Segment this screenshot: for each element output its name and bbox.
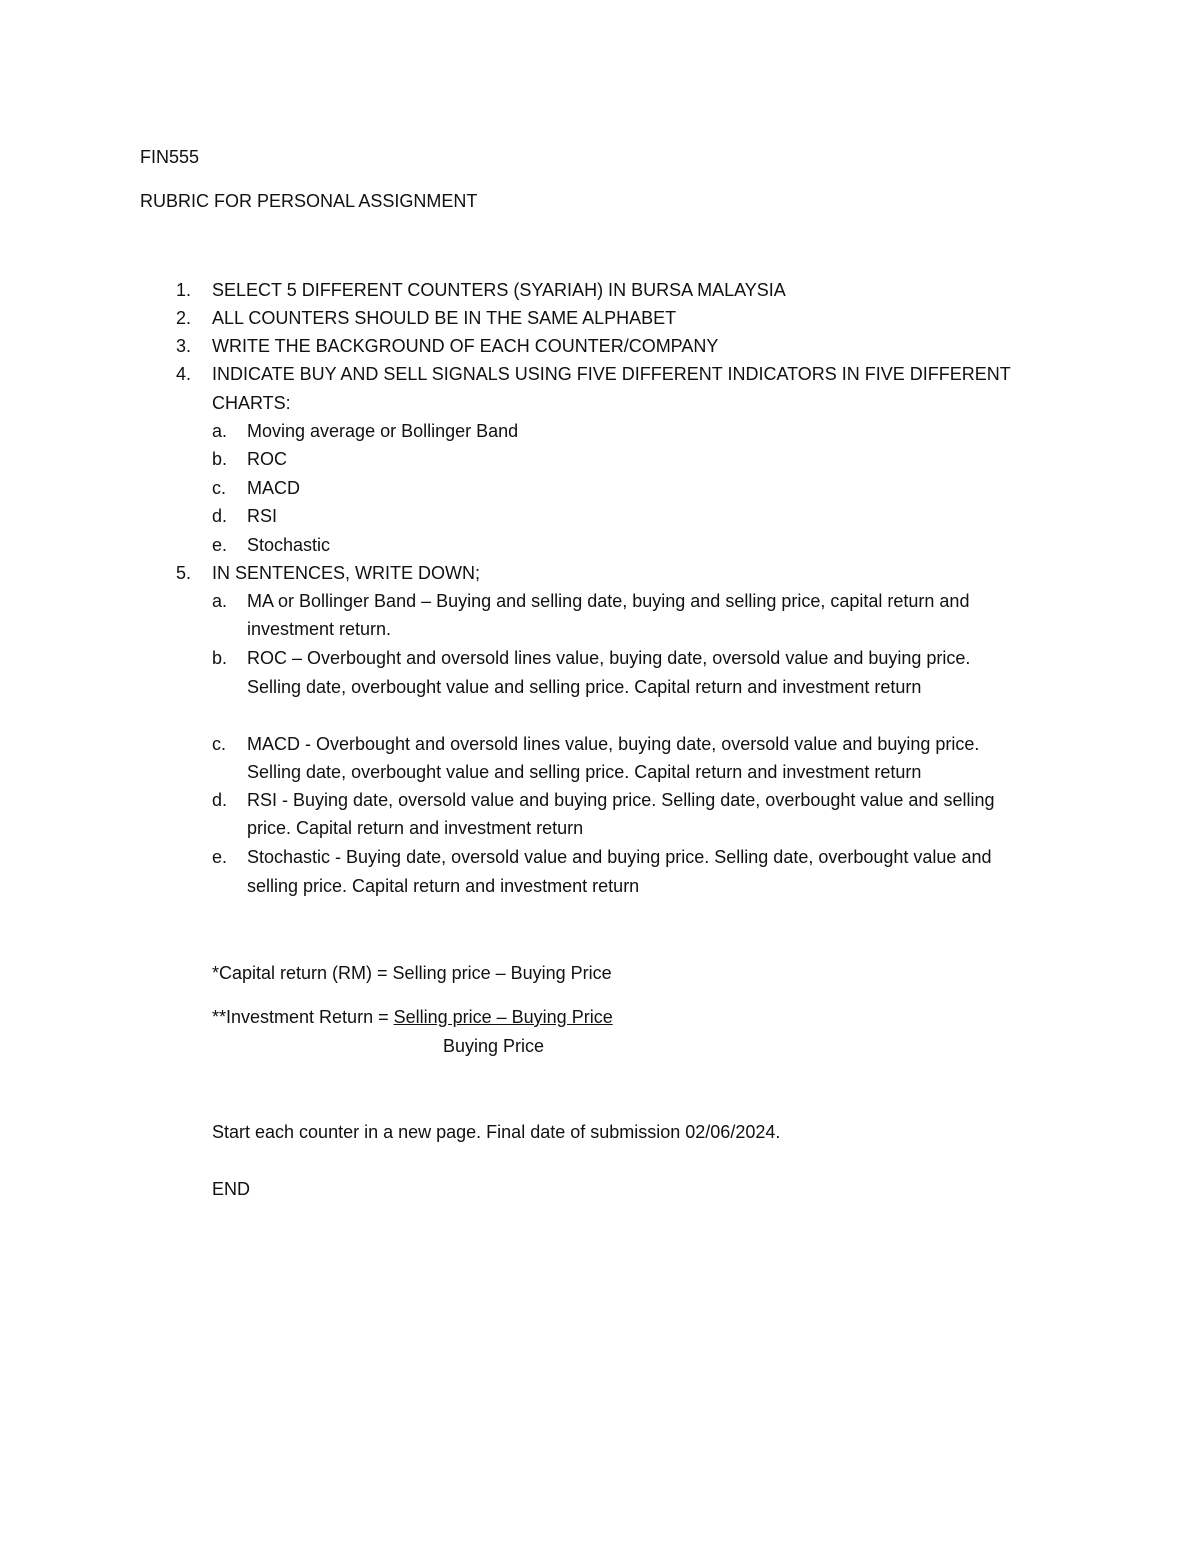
sub-item-text: ROC (247, 449, 287, 469)
list-item-text: IN SENTENCES, WRITE DOWN; (212, 563, 481, 583)
list-item-marker: 2. (176, 308, 192, 328)
sub-item-text-continued: price. Capital return and investment return (247, 818, 584, 838)
list-item-text: ALL COUNTERS SHOULD BE IN THE SAME ALPHABET (212, 308, 677, 328)
capital-return-formula: *Capital return (RM) = Selling price – Buying Price (212, 963, 612, 983)
sub-item-marker: a. (212, 421, 228, 441)
list-item-text-continued: CHARTS: (212, 393, 291, 413)
list-item-marker: 3. (176, 336, 192, 356)
sub-item-text: Stochastic - Buying date, oversold value and buying price. Selling date, overbought value and (247, 847, 992, 867)
sub-item-marker: a. (212, 591, 228, 611)
sub-item-marker: c. (212, 734, 227, 754)
sub-item-marker: c. (212, 478, 227, 498)
sub-item-text: RSI - Buying date, oversold value and buying price. Selling date, overbought value and selling (247, 790, 995, 810)
sub-item-text-continued: Selling date, overbought value and selling price. Capital return and investment return (247, 677, 922, 697)
sub-item-marker: b. (212, 648, 228, 668)
sub-item-marker: d. (212, 790, 228, 810)
document-title: RUBRIC FOR PERSONAL ASSIGNMENT (140, 191, 478, 211)
list-item-marker: 4. (176, 364, 192, 384)
list-item-marker: 1. (176, 280, 192, 300)
course-code: FIN555 (140, 147, 200, 167)
sub-item-text: ROC – Overbought and oversold lines value, buying date, oversold value and buying price. (247, 648, 971, 668)
sub-item-text-continued: investment return. (247, 619, 392, 639)
sub-item-text: Moving average or Bollinger Band (247, 421, 519, 441)
investment-return-formula (212, 1006, 613, 1028)
sub-item-text: MACD - Overbought and oversold lines value, buying date, oversold value and buying price. (247, 734, 980, 754)
sub-item-text-continued: Selling date, overbought value and selling price. Capital return and investment return (247, 762, 922, 782)
list-item-text: WRITE THE BACKGROUND OF EACH COUNTER/COMPANY (212, 336, 719, 356)
investment-return-numerator: Selling price – Buying Price (393, 1007, 613, 1027)
sub-item-text: MACD (247, 478, 300, 498)
sub-item-marker: e. (212, 847, 228, 867)
sub-item-marker: b. (212, 449, 228, 469)
sub-item-text-continued: selling price. Capital return and investment return (247, 876, 640, 896)
submission-note: Start each counter in a new page. Final date of submission 02/06/2024. (212, 1122, 781, 1142)
list-item-marker: 5. (176, 563, 192, 583)
end-text: END (212, 1179, 251, 1199)
sub-item-marker: e. (212, 535, 228, 555)
sub-item-text: Stochastic (247, 535, 331, 555)
investment-return-label: **Investment Return = (212, 1007, 394, 1027)
sub-item-marker: d. (212, 506, 228, 526)
sub-item-text: MA or Bollinger Band – Buying and selling date, buying and selling price, capital return and (247, 591, 970, 611)
list-item-text: INDICATE BUY AND SELL SIGNALS USING FIVE DIFFERENT INDICATORS IN FIVE DIFFERENT (212, 364, 1011, 384)
investment-return-denominator: Buying Price (443, 1036, 545, 1056)
list-item-text: SELECT 5 DIFFERENT COUNTERS (SYARIAH) IN BURSA MALAYSIA (212, 280, 786, 300)
sub-item-text: RSI (247, 506, 278, 526)
